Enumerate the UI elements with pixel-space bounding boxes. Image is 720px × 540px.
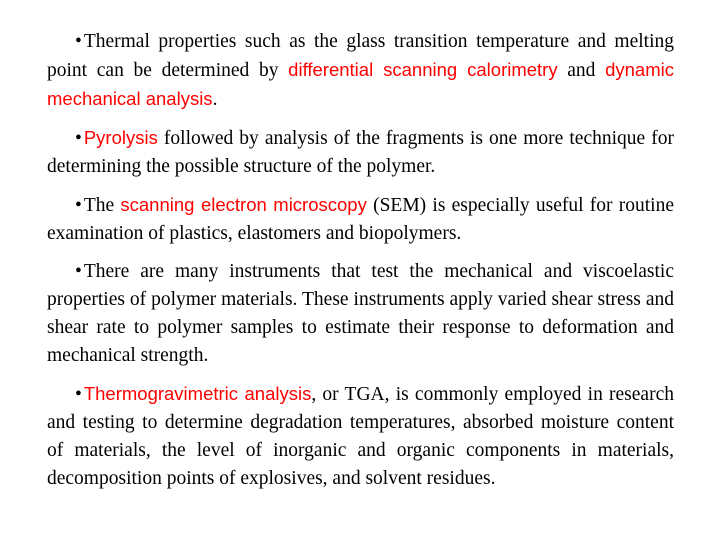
body-text: (SEM) is especially useful for routine examination of plastics, elastomers and biopolymers. xyxy=(47,195,674,244)
highlighted-term: dynamic mechanical analysis xyxy=(47,59,674,109)
bullet-dot: • xyxy=(75,128,82,149)
body-text: followed by analysis of the fragments is one more technique for determining the possible structure of the polymer. xyxy=(47,128,674,177)
body-text: . xyxy=(212,89,218,110)
bullet-dot: • xyxy=(75,31,82,52)
body-text: Thermal properties such as the glass transition temperature and melting point can be determined by xyxy=(47,31,674,81)
bullet-list xyxy=(47,28,674,493)
bullet-dot: • xyxy=(75,195,82,216)
bullet-paragraph xyxy=(47,28,674,114)
highlighted-term: scanning electron microscopy xyxy=(120,194,367,215)
bullet-dot: • xyxy=(75,261,82,282)
bullet-paragraph xyxy=(47,124,674,181)
highlighted-term: Thermogravimetric analysis xyxy=(83,383,312,404)
bullet-paragraph xyxy=(47,380,674,493)
highlighted-term: differential scanning calorimetry xyxy=(288,59,558,80)
body-text: , or TGA, is commonly employed in research and testing to determine degradation temperatures, absorbed moisture content of materials, the level of inorganic and organic components in materials, decomposition points of explosives, and solvent residues. xyxy=(47,384,674,489)
bullet-dot: • xyxy=(75,384,82,405)
body-text: There are many instruments that test the mechanical and viscoelastic properties of polymer materials. These instruments apply varied shear stress and shear rate to polymer samples to estimate their response to deformation and mechanical strength. xyxy=(47,261,674,366)
body-text: and xyxy=(557,60,606,81)
highlighted-term: Pyrolysis xyxy=(83,127,158,148)
body-text: The xyxy=(83,195,121,216)
bullet-paragraph xyxy=(47,191,674,248)
bullet-paragraph xyxy=(47,258,674,370)
